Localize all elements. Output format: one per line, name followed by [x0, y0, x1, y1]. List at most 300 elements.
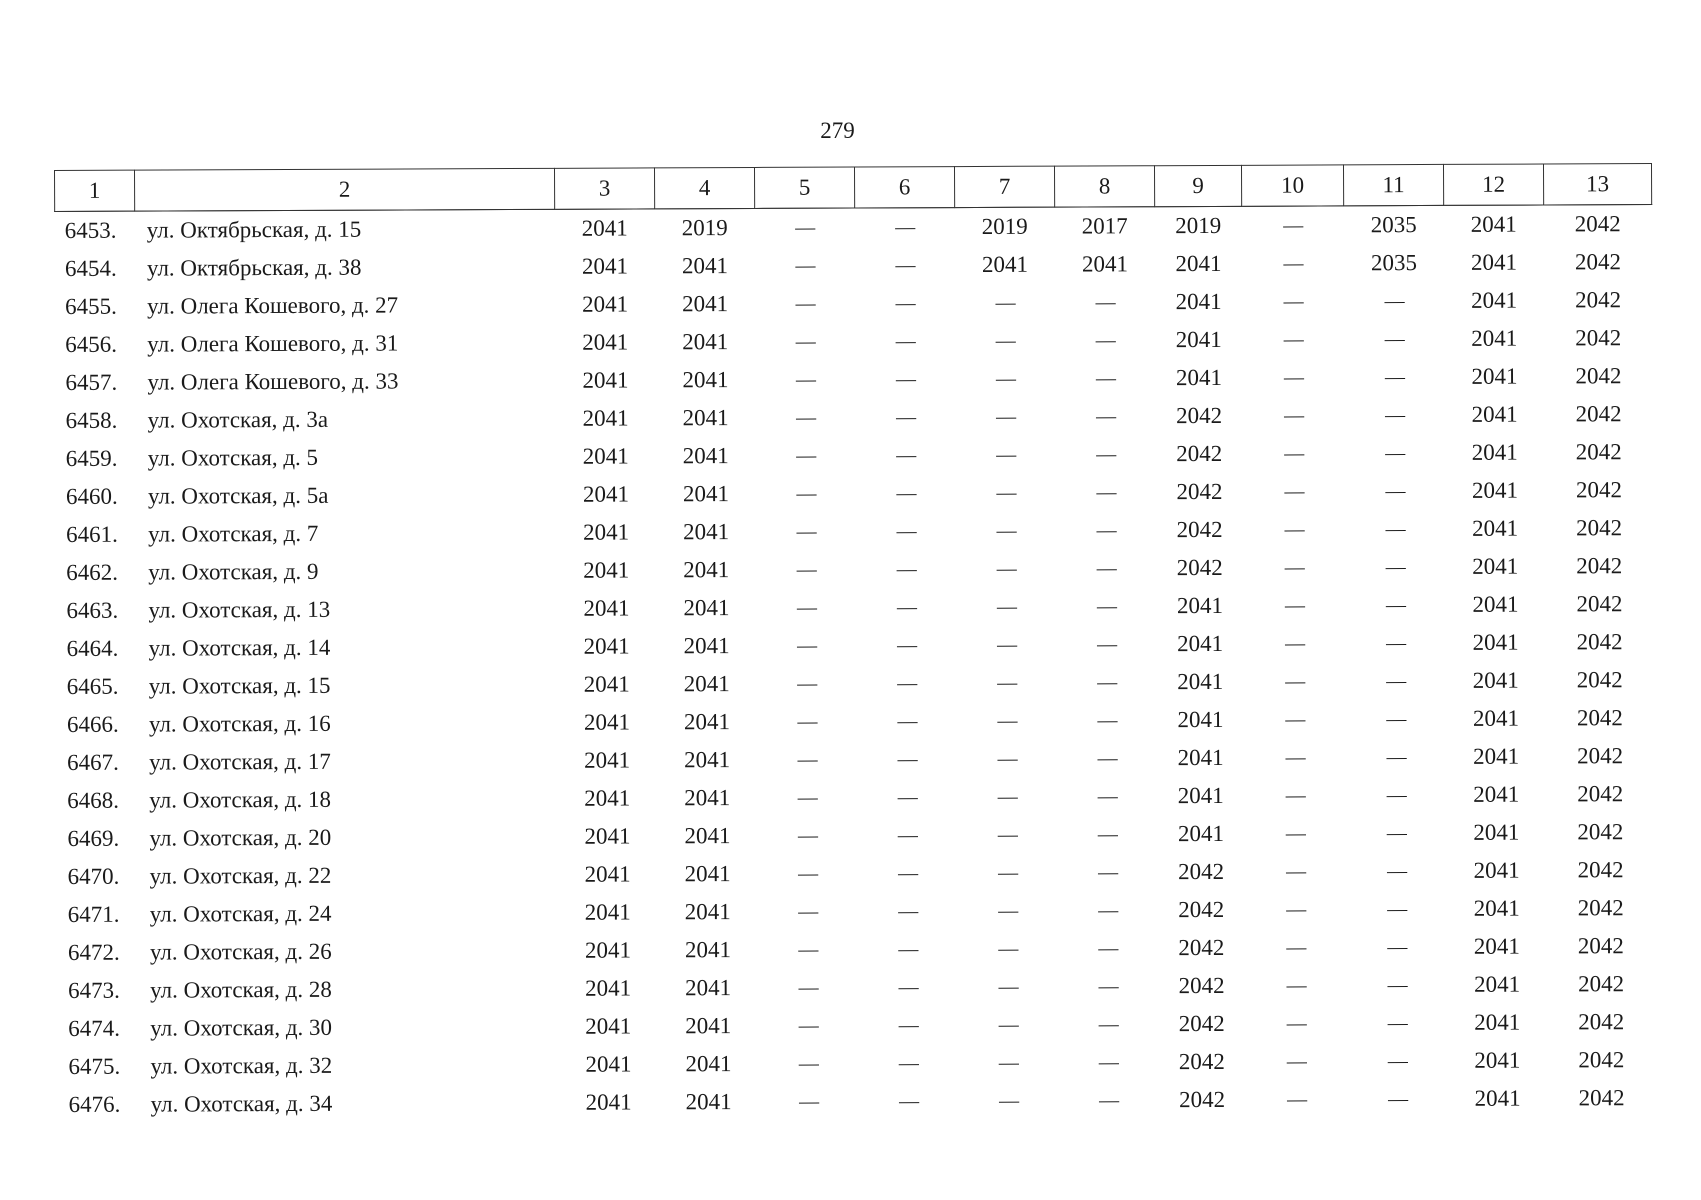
value-cell-col-9: 2041	[1176, 592, 1223, 619]
value-cell-col-5: —	[795, 368, 815, 391]
value-cell-col-8: —	[1096, 556, 1116, 579]
value-cell-col-7: —	[995, 291, 1015, 314]
value-cell-col-9: 2041	[1177, 782, 1224, 809]
value-cell-col-7: —	[997, 747, 1017, 770]
value-cell-col-8: —	[1096, 404, 1116, 427]
value-cell-col-11: —	[1386, 631, 1406, 654]
value-cell-col-3: 2041	[585, 1051, 632, 1077]
value-cell-col-13: 2042	[1577, 857, 1624, 883]
value-cell-col-11: —	[1384, 327, 1404, 350]
value-cell-col-12: 2041	[1470, 211, 1517, 237]
value-cell-col-10: —	[1284, 442, 1304, 465]
page-number: 279	[820, 118, 855, 143]
value-cell-col-9: 2041	[1175, 250, 1222, 277]
address-cell: ул. Охотская, д. 16	[148, 710, 331, 737]
value-cell-col-7: —	[996, 519, 1016, 542]
value-cell-col-8: —	[1095, 366, 1115, 389]
value-cell-col-12: 2041	[1472, 515, 1519, 541]
value-cell-col-9: 2041	[1177, 744, 1224, 771]
column-header-4: 4	[654, 167, 754, 208]
value-cell-col-4: 2041	[683, 709, 730, 735]
value-cell-col-8: —	[1097, 746, 1117, 769]
value-cell-col-11: —	[1385, 593, 1405, 616]
value-cell-col-10: —	[1284, 518, 1304, 541]
value-cell-col-8: 2017	[1081, 213, 1128, 239]
address-cell: ул. Охотская, д. 24	[149, 900, 332, 927]
value-cell-col-6: —	[898, 937, 918, 960]
row-number: 6465.	[66, 673, 119, 699]
value-cell-col-13: 2042	[1576, 553, 1623, 579]
value-cell-col-9: 2041	[1177, 630, 1224, 657]
value-cell-col-4: 2041	[684, 861, 731, 887]
value-cell-col-11: —	[1385, 517, 1405, 540]
value-cell-col-12: 2041	[1471, 287, 1518, 313]
value-cell-col-4: 2041	[683, 671, 730, 697]
value-cell-col-3: 2041	[584, 823, 631, 849]
value-cell-col-5: —	[797, 710, 817, 733]
value-cell-col-11: 2035	[1370, 250, 1417, 276]
value-cell-col-7: —	[998, 861, 1018, 884]
value-cell-col-8: —	[1098, 974, 1118, 997]
header-row	[55, 164, 1652, 212]
value-cell-col-5: —	[799, 1090, 819, 1113]
value-cell-col-10: —	[1286, 1012, 1306, 1035]
value-cell-col-4: 2041	[681, 253, 728, 279]
value-cell-col-12: 2041	[1472, 705, 1519, 731]
address-cell: ул. Охотская, д. 13	[148, 596, 331, 623]
value-cell-col-7: —	[998, 1051, 1018, 1074]
column-header-11: 11	[1343, 164, 1443, 205]
value-cell-col-3: 2041	[585, 1013, 632, 1039]
value-cell-col-3: 2041	[582, 291, 629, 317]
value-cell-col-13: 2042	[1578, 1085, 1625, 1111]
row-number: 6459.	[65, 445, 118, 471]
value-cell-col-7: —	[997, 633, 1017, 656]
value-cell-col-8: —	[1097, 784, 1117, 807]
address-cell: ул. Октябрьская, д. 15	[146, 216, 362, 243]
value-cell-col-9: 2042	[1179, 1086, 1226, 1113]
value-cell-col-8: —	[1098, 1050, 1118, 1073]
value-cell-col-12: 2041	[1474, 1009, 1521, 1035]
address-cell: ул. Охотская, д. 17	[149, 748, 331, 775]
value-cell-col-8: —	[1097, 632, 1117, 655]
value-cell-col-6: —	[898, 975, 918, 998]
value-cell-col-5: —	[798, 900, 818, 923]
value-cell-col-10: —	[1286, 898, 1306, 921]
value-cell-col-9: 2042	[1178, 858, 1225, 885]
value-cell-col-10: —	[1283, 214, 1303, 237]
address-cell: ул. Охотская, д. 5	[147, 444, 319, 471]
value-cell-col-12: 2041	[1473, 743, 1520, 769]
value-cell-col-9: 2042	[1176, 402, 1223, 429]
value-cell-col-10: —	[1285, 708, 1305, 731]
value-cell-col-7: —	[998, 1013, 1018, 1036]
value-cell-col-10: —	[1283, 290, 1303, 313]
value-cell-col-9: 2042	[1176, 440, 1223, 467]
value-cell-col-8: —	[1096, 442, 1116, 465]
value-cell-col-3: 2041	[583, 671, 630, 697]
value-cell-col-12: 2041	[1471, 363, 1518, 389]
value-cell-col-7: —	[995, 329, 1015, 352]
value-cell-col-11: —	[1387, 1049, 1407, 1072]
column-header-13: 13	[1543, 164, 1651, 205]
value-cell-col-3: 2041	[584, 937, 631, 963]
value-cell-col-4: 2041	[682, 405, 729, 431]
value-cell-col-7: —	[998, 899, 1018, 922]
value-cell-col-13: 2042	[1574, 249, 1621, 275]
row-number: 6466.	[66, 711, 119, 737]
row-number: 6456.	[65, 331, 118, 357]
value-cell-col-13: 2042	[1578, 1047, 1625, 1073]
value-cell-col-13: 2042	[1574, 211, 1621, 237]
table-body	[55, 205, 1656, 1124]
column-header-1: 1	[55, 170, 135, 211]
value-cell-col-4: 2019	[681, 215, 728, 241]
value-cell-col-7: —	[997, 823, 1017, 846]
row-number: 6476.	[68, 1091, 121, 1117]
value-cell-col-10: —	[1283, 252, 1303, 275]
row-number: 6473.	[68, 977, 120, 1003]
value-cell-col-5: —	[795, 216, 815, 239]
value-cell-col-5: —	[795, 292, 815, 315]
value-cell-col-9: 2042	[1176, 478, 1223, 505]
column-header-5: 5	[754, 167, 854, 208]
value-cell-col-3: 2041	[581, 253, 628, 279]
value-cell-col-6: —	[895, 367, 915, 390]
address-cell: ул. Олега Кошевого, д. 31	[147, 330, 399, 357]
value-cell-col-9: 2041	[1175, 288, 1222, 315]
value-cell-col-9: 2042	[1178, 972, 1225, 999]
value-cell-col-6: —	[897, 747, 917, 770]
value-cell-col-11: —	[1385, 403, 1405, 426]
value-cell-col-7: 2019	[981, 213, 1028, 239]
value-cell-col-7: —	[996, 405, 1016, 428]
value-cell-col-4: 2041	[685, 1051, 732, 1077]
value-cell-col-13: 2042	[1578, 971, 1625, 997]
value-cell-col-8: —	[1098, 860, 1118, 883]
value-cell-col-4: 2041	[685, 1089, 732, 1115]
address-cell: ул. Охотская, д. 5а	[147, 482, 329, 509]
address-cell: ул. Охотская, д. 28	[150, 976, 332, 1003]
value-cell-col-13: 2042	[1577, 933, 1624, 959]
value-cell-col-9: 2042	[1178, 1048, 1225, 1075]
value-cell-col-4: 2041	[684, 747, 731, 773]
value-cell-col-12: 2041	[1473, 857, 1520, 883]
value-cell-col-8: —	[1097, 708, 1117, 731]
value-cell-col-10: —	[1284, 404, 1304, 427]
value-cell-col-6: —	[899, 1089, 919, 1112]
value-cell-col-12: 2041	[1472, 553, 1519, 579]
value-cell-col-4: 2041	[683, 595, 730, 621]
value-cell-col-7: —	[998, 975, 1018, 998]
value-cell-col-9: 2041	[1175, 326, 1222, 353]
value-cell-col-11: —	[1384, 365, 1404, 388]
value-cell-col-11: —	[1388, 1087, 1408, 1110]
value-cell-col-7: 2041	[981, 251, 1028, 277]
value-cell-col-8: —	[1097, 670, 1117, 693]
row-number: 6457.	[65, 369, 118, 395]
value-cell-col-6: —	[897, 671, 917, 694]
value-cell-col-3: 2041	[583, 557, 630, 583]
value-cell-col-4: 2041	[684, 823, 731, 849]
value-cell-col-10: —	[1287, 1088, 1307, 1111]
value-cell-col-6: —	[896, 595, 916, 618]
value-cell-col-9: 2042	[1178, 1010, 1225, 1037]
value-cell-col-4: 2041	[684, 785, 731, 811]
value-cell-col-6: —	[898, 861, 918, 884]
value-cell-col-6: —	[896, 519, 916, 542]
value-cell-col-3: 2041	[582, 481, 629, 507]
value-cell-col-10: —	[1285, 670, 1305, 693]
value-cell-col-11: —	[1387, 859, 1407, 882]
address-cell: ул. Охотская, д. 20	[149, 824, 332, 851]
value-cell-col-5: —	[796, 596, 816, 619]
row-number: 6471.	[67, 901, 120, 927]
value-cell-col-9: 2019	[1175, 212, 1222, 239]
value-cell-col-8: —	[1098, 1012, 1118, 1035]
value-cell-col-10: —	[1283, 366, 1303, 389]
value-cell-col-6: —	[898, 1051, 918, 1074]
value-cell-col-4: 2041	[683, 519, 730, 545]
value-cell-col-10: —	[1283, 328, 1303, 351]
value-cell-col-13: 2042	[1576, 629, 1623, 655]
value-cell-col-6: —	[896, 557, 916, 580]
address-cell: ул. Охотская, д. 18	[149, 786, 332, 813]
value-cell-col-10: —	[1286, 860, 1306, 883]
column-header-6: 6	[854, 167, 954, 208]
value-cell-col-5: —	[798, 976, 818, 999]
value-cell-col-9: 2042	[1176, 554, 1223, 581]
row-number: 6464.	[66, 635, 119, 661]
address-cell: ул. Охотская, д. 7	[148, 520, 319, 547]
value-cell-col-11: —	[1385, 479, 1405, 502]
value-cell-col-10: —	[1286, 974, 1306, 997]
value-cell-col-12: 2041	[1473, 933, 1520, 959]
value-cell-col-5: —	[798, 938, 818, 961]
value-cell-col-3: 2041	[582, 405, 629, 431]
row-number: 6470.	[67, 863, 120, 889]
value-cell-col-13: 2042	[1577, 781, 1624, 807]
value-cell-col-11: —	[1387, 897, 1407, 920]
address-cell: ул. Охотская, д. 32	[150, 1052, 333, 1079]
table-header	[55, 164, 1652, 212]
value-cell-col-8: —	[1095, 290, 1115, 313]
value-cell-col-6: —	[897, 709, 917, 732]
value-cell-col-12: 2041	[1472, 591, 1519, 617]
value-cell-col-3: 2041	[583, 709, 630, 735]
value-cell-col-8: —	[1097, 822, 1117, 845]
address-cell: ул. Охотская, д. 15	[148, 672, 331, 699]
value-cell-col-3: 2041	[585, 1089, 632, 1115]
value-cell-col-8: —	[1099, 1088, 1119, 1111]
value-cell-col-5: —	[795, 254, 815, 277]
row-number: 6461.	[66, 521, 118, 547]
row-number: 6472.	[67, 939, 120, 965]
value-cell-col-4: 2041	[683, 633, 730, 659]
value-cell-col-13: 2042	[1576, 591, 1623, 617]
row-number: 6474.	[68, 1015, 121, 1041]
value-cell-col-3: 2041	[584, 747, 631, 773]
value-cell-col-6: —	[896, 481, 916, 504]
value-cell-col-7: —	[996, 557, 1016, 580]
value-cell-col-12: 2041	[1471, 401, 1518, 427]
value-cell-col-12: 2041	[1473, 781, 1520, 807]
value-cell-col-7: —	[996, 481, 1016, 504]
value-cell-col-3: 2041	[582, 329, 629, 355]
value-cell-col-13: 2042	[1576, 705, 1623, 731]
value-cell-col-3: 2041	[585, 975, 632, 1001]
value-cell-col-3: 2041	[583, 595, 630, 621]
value-cell-col-9: 2041	[1177, 668, 1224, 695]
value-cell-col-5: —	[796, 444, 816, 467]
row-number: 6467.	[67, 749, 119, 775]
value-cell-col-4: 2041	[682, 329, 729, 355]
value-cell-col-13: 2042	[1577, 819, 1624, 845]
column-header-8: 8	[1054, 166, 1154, 207]
value-cell-col-8: —	[1096, 480, 1116, 503]
value-cell-col-4: 2041	[685, 1013, 732, 1039]
value-cell-col-13: 2042	[1575, 287, 1622, 313]
value-cell-col-11: —	[1386, 745, 1406, 768]
address-cell: ул. Охотская, д. 30	[150, 1014, 333, 1041]
value-cell-col-11: —	[1385, 555, 1405, 578]
value-cell-col-4: 2041	[682, 443, 729, 469]
value-cell-col-8: —	[1096, 518, 1116, 541]
register-table	[54, 163, 1656, 1124]
value-cell-col-5: —	[797, 748, 817, 771]
value-cell-col-10: —	[1284, 594, 1304, 617]
value-cell-col-7: —	[996, 443, 1016, 466]
value-cell-col-6: —	[898, 899, 918, 922]
value-cell-col-10: —	[1285, 746, 1305, 769]
value-cell-col-10: —	[1284, 556, 1304, 579]
value-cell-col-5: —	[796, 482, 816, 505]
value-cell-col-5: —	[797, 824, 817, 847]
column-header-7: 7	[954, 166, 1054, 207]
value-cell-col-12: 2041	[1471, 325, 1518, 351]
value-cell-col-12: 2041	[1471, 439, 1518, 465]
value-cell-col-13: 2042	[1578, 1009, 1625, 1035]
row-number: 6454.	[64, 255, 117, 281]
value-cell-col-12: 2041	[1472, 667, 1519, 693]
value-cell-col-13: 2042	[1575, 401, 1622, 427]
value-cell-col-4: 2041	[682, 291, 729, 317]
value-cell-col-10: —	[1286, 936, 1306, 959]
value-cell-col-7: —	[999, 1089, 1019, 1112]
value-cell-col-12: 2041	[1474, 1047, 1521, 1073]
value-cell-col-9: 2041	[1175, 364, 1222, 391]
value-cell-col-11: —	[1387, 973, 1407, 996]
value-cell-col-8: —	[1098, 936, 1118, 959]
row-number: 6455.	[65, 293, 117, 319]
value-cell-col-3: 2041	[583, 519, 630, 545]
value-cell-col-4: 2041	[682, 481, 729, 507]
table-row	[58, 1079, 1655, 1124]
value-cell-col-6: —	[897, 823, 917, 846]
value-cell-col-9: 2042	[1176, 516, 1223, 543]
value-cell-col-10: —	[1285, 784, 1305, 807]
value-cell-col-7: —	[996, 595, 1016, 618]
value-cell-col-11: —	[1384, 289, 1404, 312]
value-cell-col-3: 2041	[581, 215, 628, 241]
value-cell-col-6: —	[895, 253, 915, 276]
value-cell-col-12: 2041	[1472, 629, 1519, 655]
column-header-10: 10	[1241, 165, 1343, 206]
row-number: 6453.	[64, 217, 117, 243]
value-cell-col-7: —	[997, 709, 1017, 732]
address-cell: ул. Охотская, д. 14	[148, 634, 331, 661]
value-cell-col-12: 2041	[1474, 971, 1521, 997]
value-cell-col-7: —	[997, 785, 1017, 808]
address-cell: ул. Охотская, д. 22	[149, 862, 332, 889]
value-cell-col-12: 2041	[1471, 477, 1518, 503]
value-cell-col-3: 2041	[584, 861, 631, 887]
value-cell-col-9: 2041	[1177, 820, 1224, 847]
value-cell-col-5: —	[796, 558, 816, 581]
value-cell-col-11: —	[1385, 441, 1405, 464]
value-cell-col-11: 2035	[1370, 212, 1417, 238]
value-cell-col-7: —	[998, 937, 1018, 960]
address-cell: ул. Октябрьская, д. 38	[146, 254, 362, 281]
value-cell-col-5: —	[798, 1052, 818, 1075]
row-number: 6475.	[68, 1053, 121, 1079]
value-cell-col-5: —	[797, 634, 817, 657]
value-cell-col-7: —	[995, 367, 1015, 390]
value-cell-col-5: —	[798, 862, 818, 885]
value-cell-col-11: —	[1386, 821, 1406, 844]
row-number: 6462.	[66, 559, 119, 585]
value-cell-col-5: —	[796, 520, 816, 543]
value-cell-col-11: —	[1386, 707, 1406, 730]
value-cell-col-4: 2041	[684, 899, 731, 925]
value-cell-col-11: —	[1387, 1011, 1407, 1034]
value-cell-col-6: —	[896, 405, 916, 428]
column-header-3: 3	[554, 168, 654, 209]
value-cell-col-12: 2041	[1473, 895, 1520, 921]
value-cell-col-4: 2041	[685, 975, 732, 1001]
value-cell-col-6: —	[896, 443, 916, 466]
value-cell-col-5: —	[797, 786, 817, 809]
value-cell-col-8: —	[1098, 898, 1118, 921]
value-cell-col-8: —	[1096, 594, 1116, 617]
row-number: 6463.	[66, 597, 119, 623]
value-cell-col-10: —	[1285, 822, 1305, 845]
row-number: 6458.	[65, 407, 118, 433]
value-cell-col-8: 2041	[1081, 251, 1128, 277]
address-cell: ул. Охотская, д. 26	[149, 938, 332, 965]
value-cell-col-5: —	[797, 672, 817, 695]
value-cell-col-3: 2041	[584, 785, 631, 811]
value-cell-col-12: 2041	[1470, 249, 1517, 275]
value-cell-col-9: 2042	[1178, 934, 1225, 961]
column-header-9: 9	[1154, 165, 1241, 206]
value-cell-col-3: 2041	[584, 899, 631, 925]
value-cell-col-8: —	[1095, 328, 1115, 351]
value-cell-col-9: 2041	[1177, 706, 1224, 733]
address-cell: ул. Охотская, д. 9	[148, 558, 319, 585]
address-cell: ул. Олега Кошевого, д. 33	[147, 368, 399, 395]
value-cell-col-13: 2042	[1575, 363, 1622, 389]
value-cell-col-13: 2042	[1575, 325, 1622, 351]
document-sheet	[54, 163, 1655, 1124]
value-cell-col-10: —	[1285, 632, 1305, 655]
row-number: 6469.	[67, 825, 120, 851]
value-cell-col-12: 2041	[1474, 1085, 1521, 1111]
value-cell-col-13: 2042	[1577, 895, 1624, 921]
value-cell-col-9: 2042	[1178, 896, 1225, 923]
value-cell-col-3: 2041	[582, 443, 629, 469]
value-cell-col-4: 2041	[684, 937, 731, 963]
